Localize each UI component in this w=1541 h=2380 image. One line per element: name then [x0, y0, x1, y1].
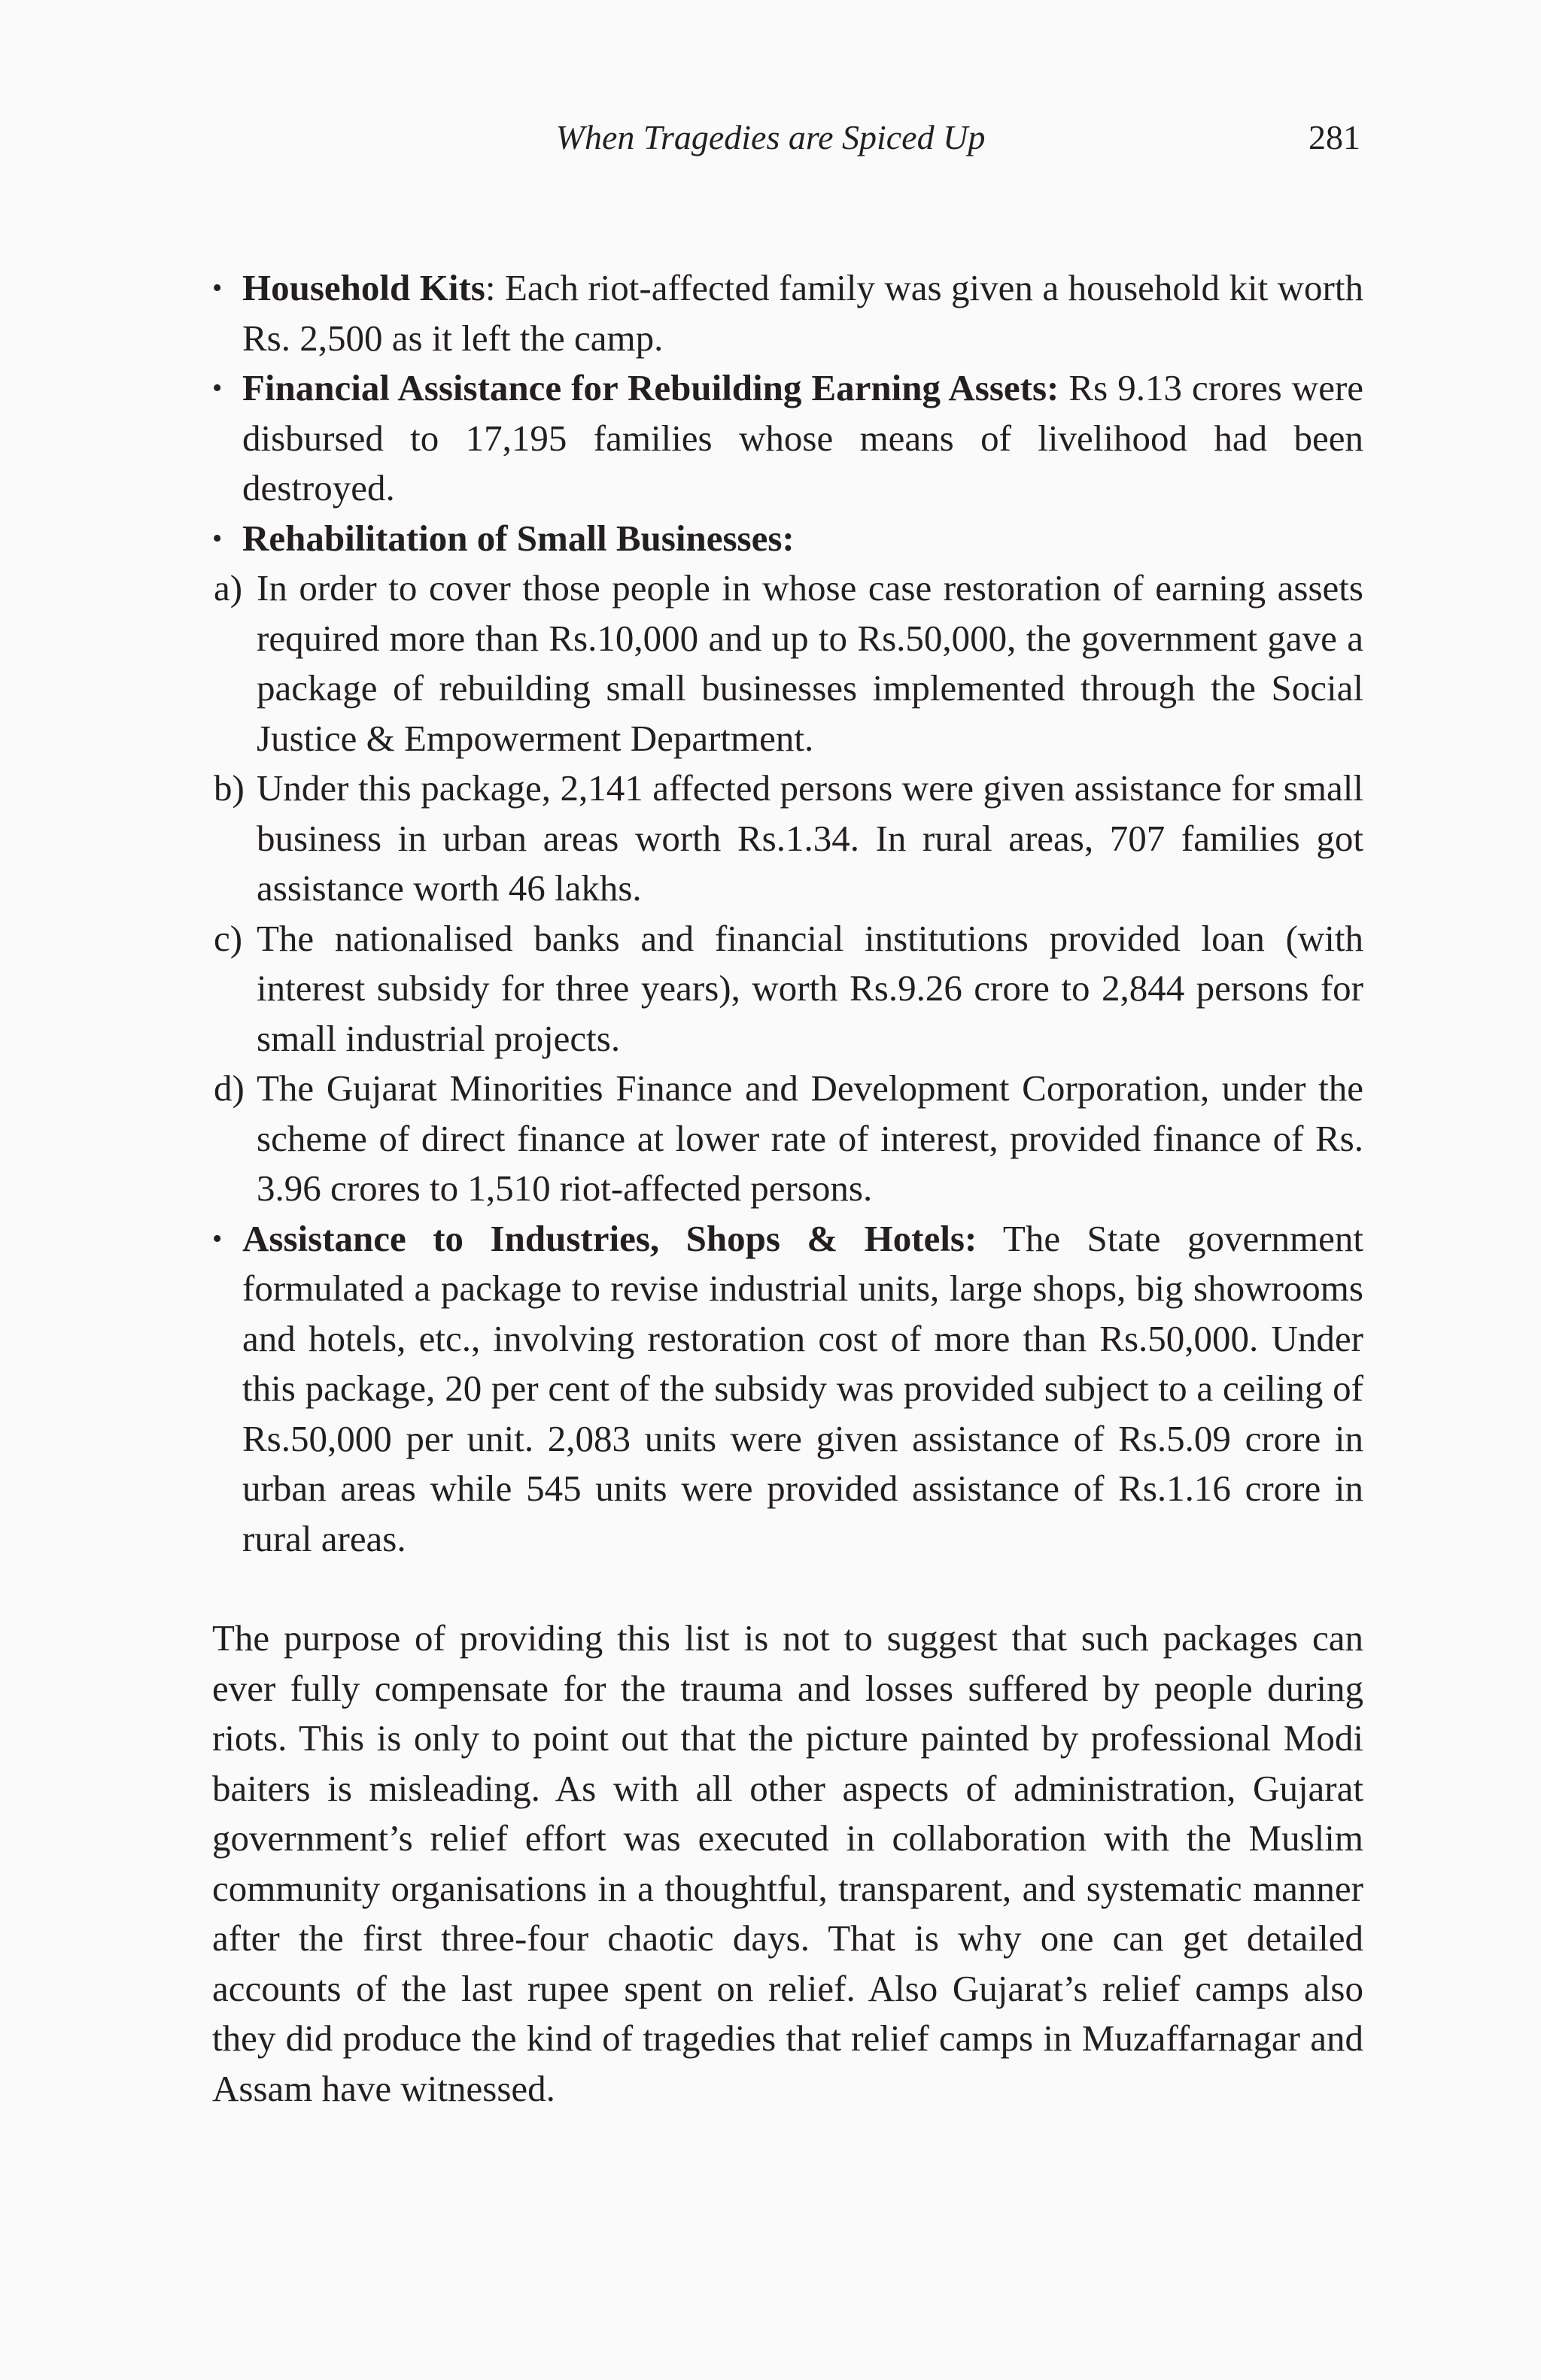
running-title: When Tragedies are Spiced Up — [555, 118, 986, 156]
item-text: The State government formulated a package to revise industrial units, large shops, big showrooms and hotels, etc., involving restoration cost of more than Rs.50,000. Under this package, 20 per cent of the subsidy was provided subject to a ceiling of Rs.50,000 per unit. 2,083 units were given assistance of Rs.5.09 crore in urban areas while 545 units were provided assistance of Rs.1.16 crore in rural areas. — [242, 1217, 1363, 1559]
bullet-icon: • — [212, 372, 223, 404]
item-text: Each riot-affected family was given a household kit worth Rs. 2,500 as it left the camp. — [242, 267, 1363, 359]
page-number: 281 — [1308, 118, 1360, 156]
sub-item-c — [214, 914, 1363, 1064]
sub-item-text: Under this package, 2,141 affected persons were given assistance for small business in urban areas worth Rs.1.34. In rural areas, 707 families got assistance worth 46 lakhs. — [257, 767, 1363, 909]
page-body — [212, 263, 1363, 2114]
bullet-icon: • — [212, 522, 223, 554]
running-head — [0, 117, 1541, 162]
list-item-small-businesses — [212, 514, 1363, 1214]
sub-item-marker: d) — [214, 1067, 245, 1109]
item-text: Rs 9.13 crores were disbursed to 17,195 families whose means of livelihood had been destroyed. — [242, 367, 1364, 508]
bullet-icon: • — [212, 272, 223, 304]
sub-list-wrapper — [214, 563, 1363, 1214]
list-item-household-kits — [212, 263, 1363, 363]
sub-item-text: In order to cover those people in whose case restoration of earning assets required more than Rs.10,000 and up to Rs.50,000, the government gave a package of rebuilding small businesses implemented through the Social Justice & Empowerment Department. — [257, 567, 1363, 759]
list-item-financial-assistance — [212, 363, 1363, 514]
list-item-industries-shops-hotels — [212, 1214, 1363, 1565]
sub-item-text: The Gujarat Minorities Finance and Development Corporation, under the scheme of direct finance at lower rate of interest, provided finance of Rs. 3.96 crores to 1,510 riot-affected persons. — [257, 1067, 1363, 1209]
sub-item-b — [214, 763, 1363, 914]
closing-paragraph: The purpose of providing this list is not to suggest that such packages can ever fully compensate for the trauma and losses suffered by people during riots. This is only to point out that the picture painted by professional Modi baiters is misleading. As with all other aspects of administration, Gujarat government’s relief effort was executed in collaboration with the Muslim community organisations in a thoughtful, transparent, and systematic manner after the first three-four chaotic days. That is why one can get detailed accounts of the last rupee spent on relief. Also Gujarat’s relief camps also they did produce the kind of tragedies that relief camps in Muzaffarnagar and Assam have witnessed. — [212, 1617, 1363, 2109]
item-title: Rehabilitation of Small Businesses: — [242, 517, 795, 559]
sub-list — [214, 563, 1363, 1214]
relief-measures-list — [212, 263, 1363, 1564]
sub-item-d — [214, 1064, 1363, 1214]
sub-item-a — [214, 563, 1363, 763]
sub-item-marker: a) — [214, 567, 243, 609]
item-title: Assistance to Industries, Shops & Hotels: — [242, 1217, 977, 1259]
sub-item-marker: b) — [214, 767, 245, 809]
sub-item-marker: c) — [214, 917, 243, 959]
item-title: Financial Assistance for Rebuilding Earning Assets: — [242, 367, 1059, 408]
bullet-icon: • — [212, 1222, 223, 1255]
sub-item-text: The nationalised banks and financial institutions provided loan (with interest subsidy for three years), worth Rs.9.26 crore to 2,844 persons for small industrial projects. — [257, 917, 1363, 1059]
item-title-separator: : — [485, 267, 496, 308]
item-title: Household Kits — [242, 267, 485, 308]
